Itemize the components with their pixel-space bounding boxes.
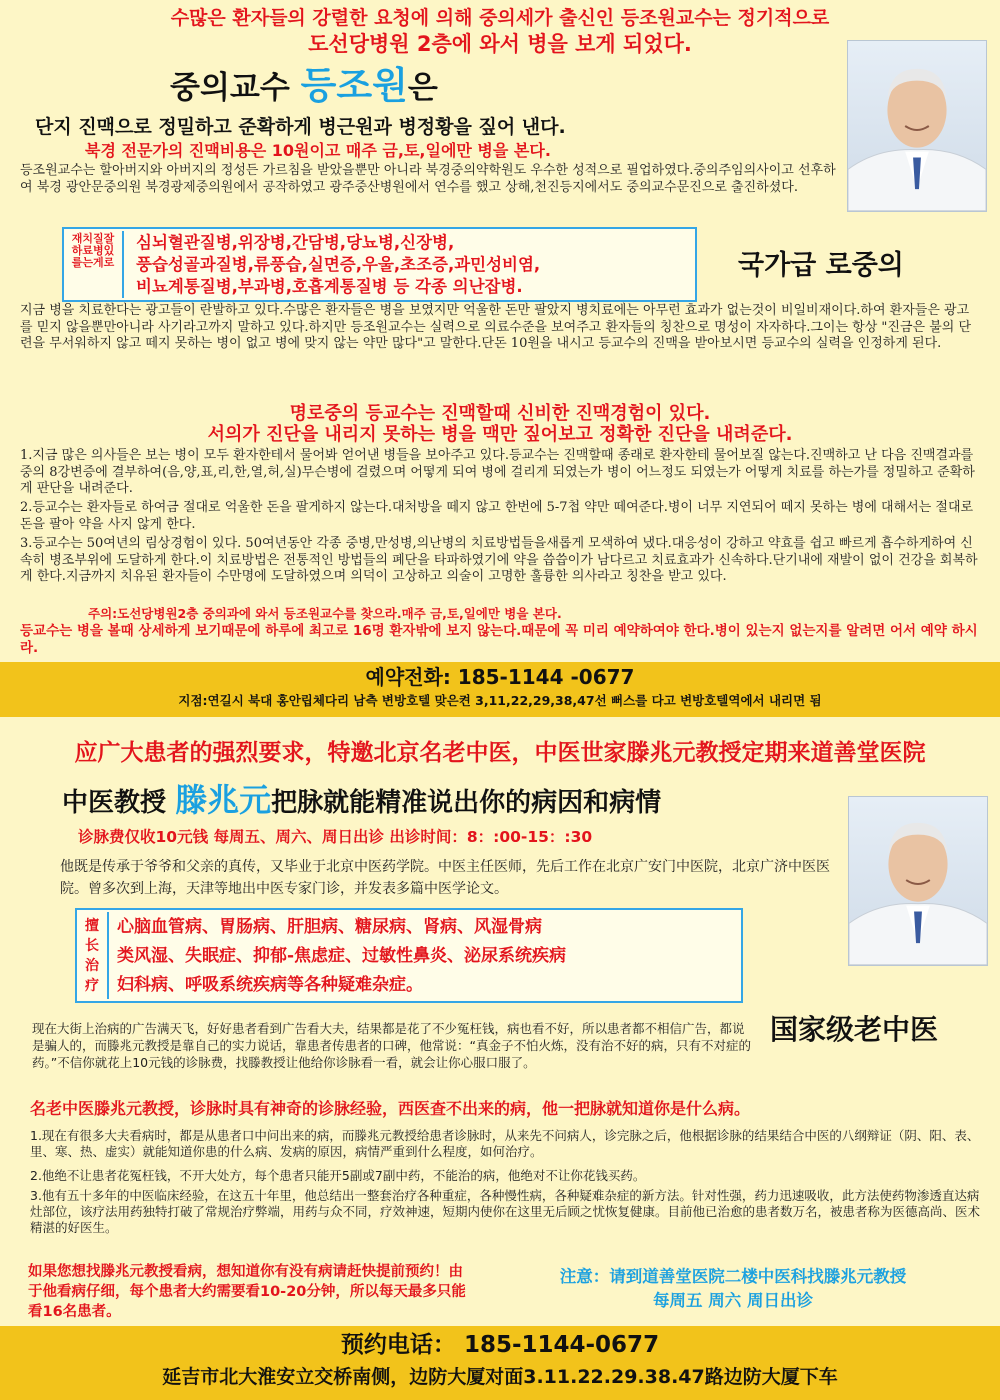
zh-title-suffix: 把脉就能精准说出你的病因和病情	[271, 788, 662, 818]
zh-warning: 如果您想找滕兆元教授看病，想知道你有没有病请赶快提前预约！由于他看病仔细，每个患者大约需要看10-20分钟，所以每天最多只能看16名患者。	[28, 1264, 466, 1320]
ko-specialty-line: 심뇌혈관질병,위장병,간담병,당뇨병,신장병,	[136, 233, 455, 252]
zh-fee-line: 诊脉费仅收10元钱 每周五、周六、周日出诊 出诊时间：8：:00-15：:30	[78, 828, 593, 846]
zh-rank: 国家级老中医	[770, 1013, 939, 1046]
zh-specialty-line: 妇科病、呼吸系统疾病等各种疑难杂症。	[117, 975, 423, 995]
ko-title-prefix: 중의교수	[170, 70, 290, 106]
ko-specialty-line: 비뇨계통질병,부과병,호흡계통질병 등 각종 의난잡병.	[136, 277, 523, 296]
ko-phone-row	[0, 665, 1000, 689]
zh-phone-row	[0, 1330, 1000, 1360]
zh-bio: 他既是传承于爷爷和父亲的真传，又毕业于北京中医药学院。中医主任医师，先后工作在北京广安门中医院，北京广济中医医院。曾多次到上海，天津等地出中医专家门诊，并发表多篇中医学论文。	[60, 859, 830, 897]
ko-phone-label: 예약전화:	[365, 665, 451, 689]
doctor-portrait-icon	[848, 41, 986, 211]
ko-bio: 등조원교수는 할아버지와 아버지의 정성든 가르침을 받았을뿐만 아니라 북경중의약학원도 우수한 성적으로 필업하였다.중의주임의사이고 선후하여 북경 광안문중의원 북경광제중의원에서 공작하였고 광주중산병원에서 연수를 했고 상해,천진등지에서도 중의교수문진으로 출진하셨다.	[20, 163, 836, 195]
ko-headline-2: 도선당병원 2층에 와서 병을 보게 되었다.	[308, 32, 692, 56]
ko-red-head-1: 명로중의 등교수는 진맥할때 신비한 진맥경험이 있다.	[289, 403, 711, 424]
zh-specialty-label: 擅长治疗	[85, 918, 99, 994]
zh-note-1: 注意：请到道善堂医院二楼中医科找滕兆元教授	[559, 1267, 907, 1286]
zh-specialty-line: 类风湿、失眠症、抑郁-焦虑症、过敏性鼻炎、泌尿系统疾病	[117, 946, 567, 966]
zh-address: 延吉市北大淮安立交桥南侧，边防大厦对面3.11.22.29.38.47路边防大厦下车	[162, 1366, 838, 1388]
zh-point-2: 2.他绝不让患者花冤枉钱，不开大处方，每个患者只能开5副或7副中药，不能治的病，他绝对不让你花钱买药。	[30, 1168, 646, 1183]
ko-note: 주의:도선당병원2층 중의과에 와서 등조원교수를 찾으라.매주 금,토,일에만 병을 본다.	[88, 606, 562, 621]
ko-headline-1: 수많은 환자들의 강렬한 요청에 의해 중의세가 출신인 등조원교수는 정기적으로	[170, 7, 830, 29]
zh-contact-bar	[0, 1326, 1000, 1400]
ko-contact-bar	[0, 662, 1000, 717]
zh-note-2: 每周五 周六 周日出诊	[653, 1291, 813, 1310]
zh-para1: 现在大街上治病的广告满天飞，好好患者看到广告看大夫，结果都是花了不少冤枉钱，病也看不好，所以患者都不相信广告，都说是骗人的，而滕兆元教授是靠自己的实力说话，靠患者传患者的口碑，他常说：“真金子不怕火炼，没有治不好的病，只有不对症的药。”不信你就花上10元钱的诊脉费，找滕教授让他给你诊脉看一看，就会让你心服口服了。	[32, 1021, 751, 1070]
ko-point-2: 2.등교수는 환자들로 하여금 절대로 억울한 돈을 팔게하지 않는다.대처방을 떼지 않고 한번에 5-7첩 약만 떼여준다.병이 너무 지연되어 떼지 못하는 병에 대해서는 절대로 돈을 팔아 약을 사지 않게 한다.	[20, 500, 974, 532]
zh-headline: 应广大患者的强烈要求，特邀北京名老中医，中医世家滕兆元教授定期来道善堂医院	[74, 740, 926, 766]
ko-warning: 등교수는 병을 볼때 상세하게 보기때문에 하루에 최고로 16명 환자밖에 보지 않는다.때문에 꼭 미리 예약하여야 한다.병이 있는지 없는지를 알려면 어서 예약 하시라.	[20, 623, 978, 656]
ko-title-suffix: 은	[407, 70, 438, 106]
ko-address: 지점:연길시 북대 홍안립체다리 남측 변방호텔 맞은켠 3,11,22,29,38,47선 뻐스를 다고 변방호텔역에서 내리면 됨	[178, 693, 822, 708]
zh-point-3: 3.他有五十多年的中医临床经验，在这五十年里，他总结出一整套治疗各种重症，各种慢性病，各种疑难杂症的新方法。针对性强，药力迅速吸收，此方法使药物渗透直达病灶部位，该疗法用药独特打破了常规治疗弊端，用药与众不同，疗效神速，短期内使你在这里无后顾之忧恢复健康。目前他已治愈的患者数万名，被患者称为医德高尚、医术精湛的好医生。	[30, 1188, 981, 1235]
zh-phone-label: 预约电话：	[340, 1332, 456, 1358]
zh-title-prefix: 中医教授	[62, 788, 167, 818]
ko-para1: 지금 병을 치료한다는 광고들이 란발하고 있다.수많은 환자들은 병을 보였지만 억울한 돈만 팔았지 병치료에는 아무런 효과가 없는것이 비일비재이다.하여 환자들은 광고를 믿지 않을뿐만아니라 사기라고까지 말하고 있다.하지만 등조원교수는 실력으로 의료수준을 보여주고 환자들의 칭찬으로 명성이 자자하다.그이는 항상 "진금은 불의 단련을 무서워하지 않고 떼지 못하는 병이 없고 병에 맞지 않는 약만 많다"고 말한다.단돈 10원을 내시고 등교수의 진맥을 받아보시면 등교수의 실력을 인정하게 된다.	[20, 303, 971, 351]
ko-specialty-divider	[122, 231, 124, 298]
doctor-portrait-icon	[849, 797, 987, 965]
zh-title	[62, 780, 842, 823]
ko-specialty-box	[62, 227, 697, 302]
ko-specialty-list	[136, 232, 696, 298]
doctor-photo-2	[848, 796, 988, 966]
zh-specialty-divider	[107, 912, 109, 999]
zh-phone-number[interactable]: 185-1144-0677	[463, 1332, 660, 1358]
zh-specialty-box	[75, 908, 743, 1003]
zh-specialty-list	[117, 913, 742, 1000]
ko-title-name: 등조원	[300, 64, 408, 107]
zh-specialty-line: 心脑血管病、胃肠病、肝胆病、糖尿病、肾病、风湿骨病	[117, 917, 542, 937]
zh-point-1: 1.现在有很多大夫看病时，都是从患者口中问出来的病，而滕兆元教授给患者诊脉时，从来先不问病人，诊完脉之后，他根据诊脉的结果结合中医的八纲辩证（阴、阳、表、里、寒、热、虚实）就能知道你患的什么病、发病的原因，病情严重到什么程度，如何治疗。	[30, 1128, 980, 1159]
doctor-photo	[847, 40, 987, 212]
ko-rank: 국가급 로중의	[738, 250, 904, 281]
zh-title-name: 滕兆元	[175, 781, 272, 819]
ko-title	[170, 66, 770, 108]
ko-red-head-2: 서의가 진단을 내리지 못하는 병을 맥만 짚어보고 정확한 진단을 내려준다.	[207, 424, 793, 445]
ko-specialty-line: 풍습성골과질병,류풍습,실면증,우울,초조증,과민성비염,	[136, 255, 541, 274]
ko-specialty-label: 재치질잘하료병있를는게로	[71, 232, 115, 269]
ko-phone-number[interactable]: 185-1144 -0677	[457, 665, 635, 689]
zh-red-head: 名老中医滕兆元教授，诊脉时具有神奇的诊脉经验，西医查不出来的病，他一把脉就知道你是什么病。	[30, 1099, 751, 1118]
ko-point-1: 1.지금 많은 의사들은 보는 병이 모두 환자한테서 물어봐 얻어낸 병들을 보아주고 있다.등교수는 진맥할때 종래로 환자한테 물어보질 않는다.진맥하고 난 다음 진맥결과를 중의 8강변증에 결부하여(음,양,표,리,한,열,허,실)무슨병에 걸렸으며 어떻게 되여 병에 걸리게 되였는가 병이 어느정도 되였는가 어떻게 치료를 하는가를 정밀하고 준확하게 판단을 내려준다.	[20, 448, 975, 496]
ko-fee-line: 북경 전문가의 진맥비용은 10원이고 매주 금,토,일에만 병을 본다.	[85, 141, 551, 160]
ko-subtitle: 단지 진맥으로 정밀하고 준확하게 병근원과 병정황을 짚어 낸다.	[35, 116, 566, 138]
ko-point-3: 3.등교수는 50여년의 림상경험이 있다. 50여년동안 각종 중병,만성병,의난병의 치료방법들을새롭게 모색하여 냈다.대응성이 강하고 약효를 쉽고 빠르게 흡수하게하여 신속히 병조부위에 도달하게 한다.이 치료방법은 전통적인 방법들의 폐단을 타파하였기에 약을 씁씁이가 남다르고 치료효과가 신속하다.단기내에 재발이 없이 건강을 회복하게 한다.지금까지 치유된 환자들이 수만명에 도달하였으며 의덕이 고상하고 의술이 고명한 훌륭한 의사라고 칭찬을 받고 있다.	[20, 536, 978, 584]
